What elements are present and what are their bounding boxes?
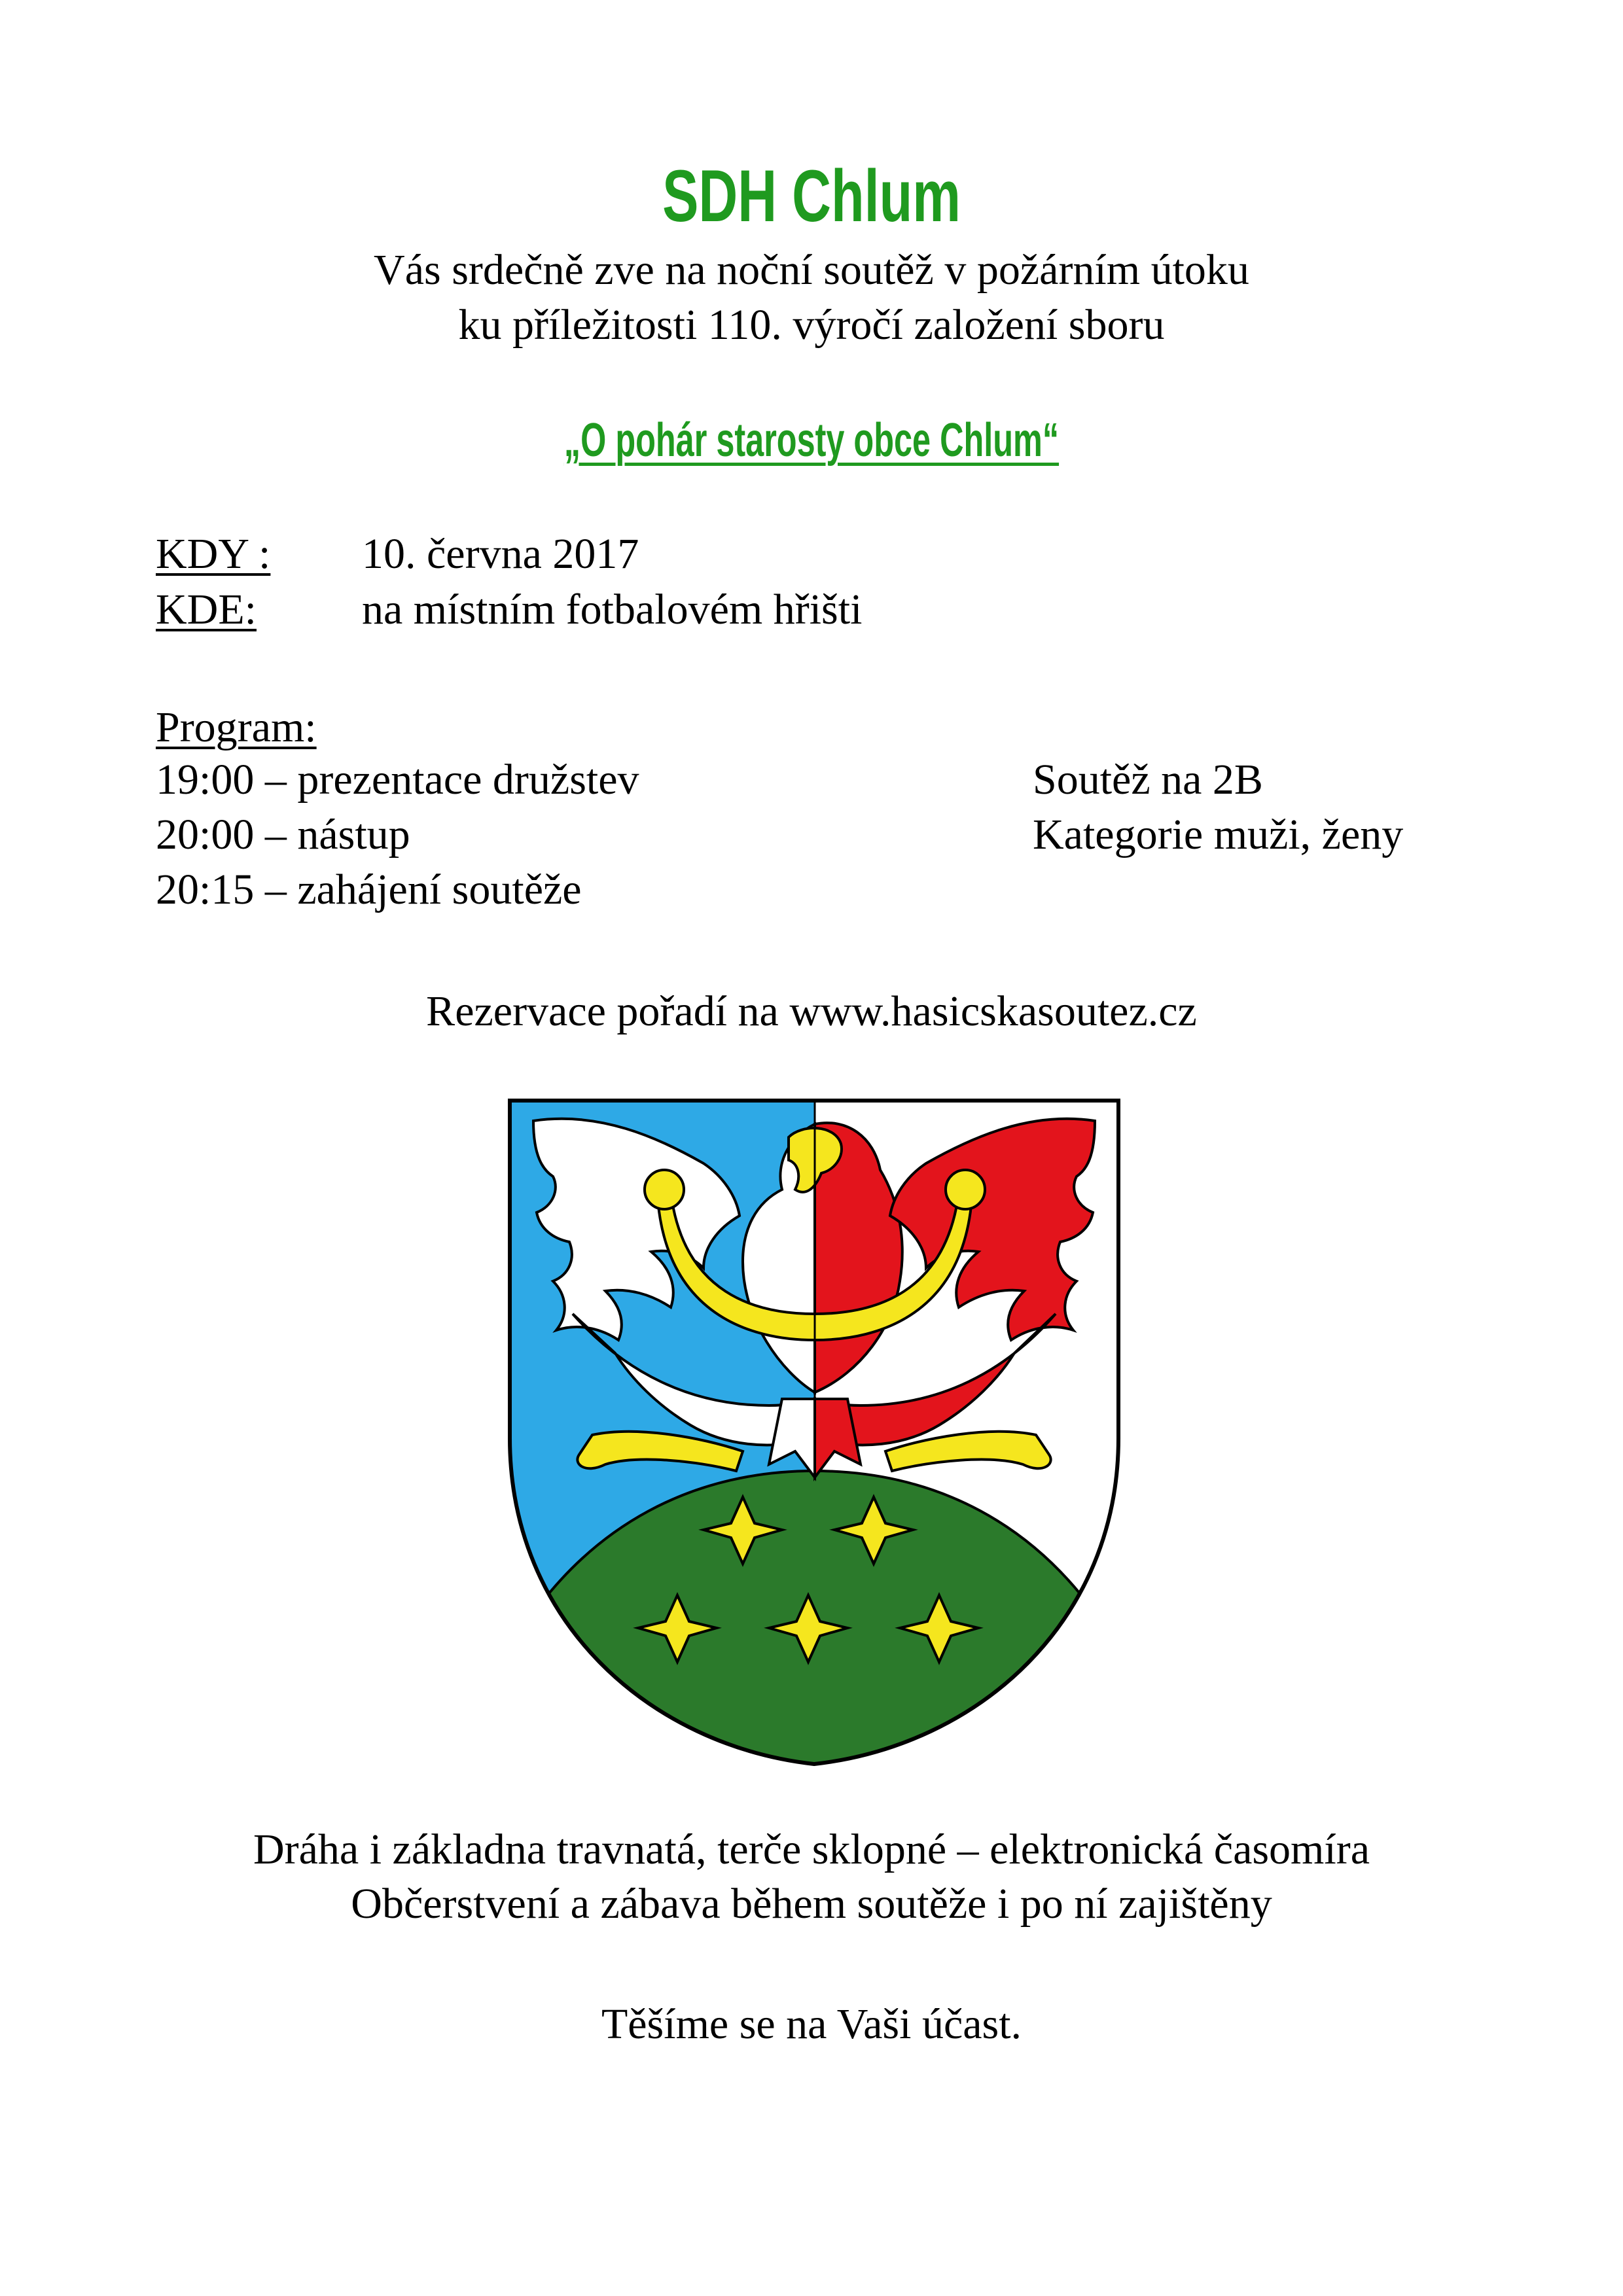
when-label: KDY :: [156, 530, 271, 578]
cup-name: [243, 408, 1380, 473]
footer-line-1: Dráha i základna travnatá, terče sklopné – elektronická časomíra: [253, 1826, 1370, 1873]
invite-line-1: Vás srdečně zve na noční soutěž v požárním útoku: [374, 246, 1249, 294]
competition-note: Kategorie muži, ženy: [1033, 811, 1404, 858]
competition-note: Soutěž na 2B: [1033, 756, 1263, 804]
when-value: 10. června 2017: [362, 530, 639, 578]
where-label: KDE:: [156, 586, 257, 633]
program-item: 20:00 – nástup: [156, 811, 410, 858]
reservation-note: Rezervace pořadí na www.hasicskasoutez.cz: [426, 987, 1197, 1035]
coat-of-arms-eagle-stars-icon: [507, 1098, 1121, 1767]
page-title: SDH Chlum: [662, 155, 961, 237]
closing-line: Těšíme se na Vaši účast.: [601, 2000, 1022, 2048]
program-heading: Program:: [156, 703, 317, 751]
program-item: 20:15 – zahájení soutěže: [156, 866, 582, 913]
invite-line-2: ku příležitosti 110. výročí založení sboru: [458, 301, 1165, 349]
cup-name-text: „O pohár starosty obce Chlum“: [563, 414, 1060, 467]
where-value: na místním fotbalovém hřišti: [362, 586, 863, 633]
footer-line-2: Občerstvení a zábava během soutěže i po ní zajištěny: [351, 1880, 1272, 1928]
program-item: 19:00 – prezentace družstev: [156, 756, 639, 804]
